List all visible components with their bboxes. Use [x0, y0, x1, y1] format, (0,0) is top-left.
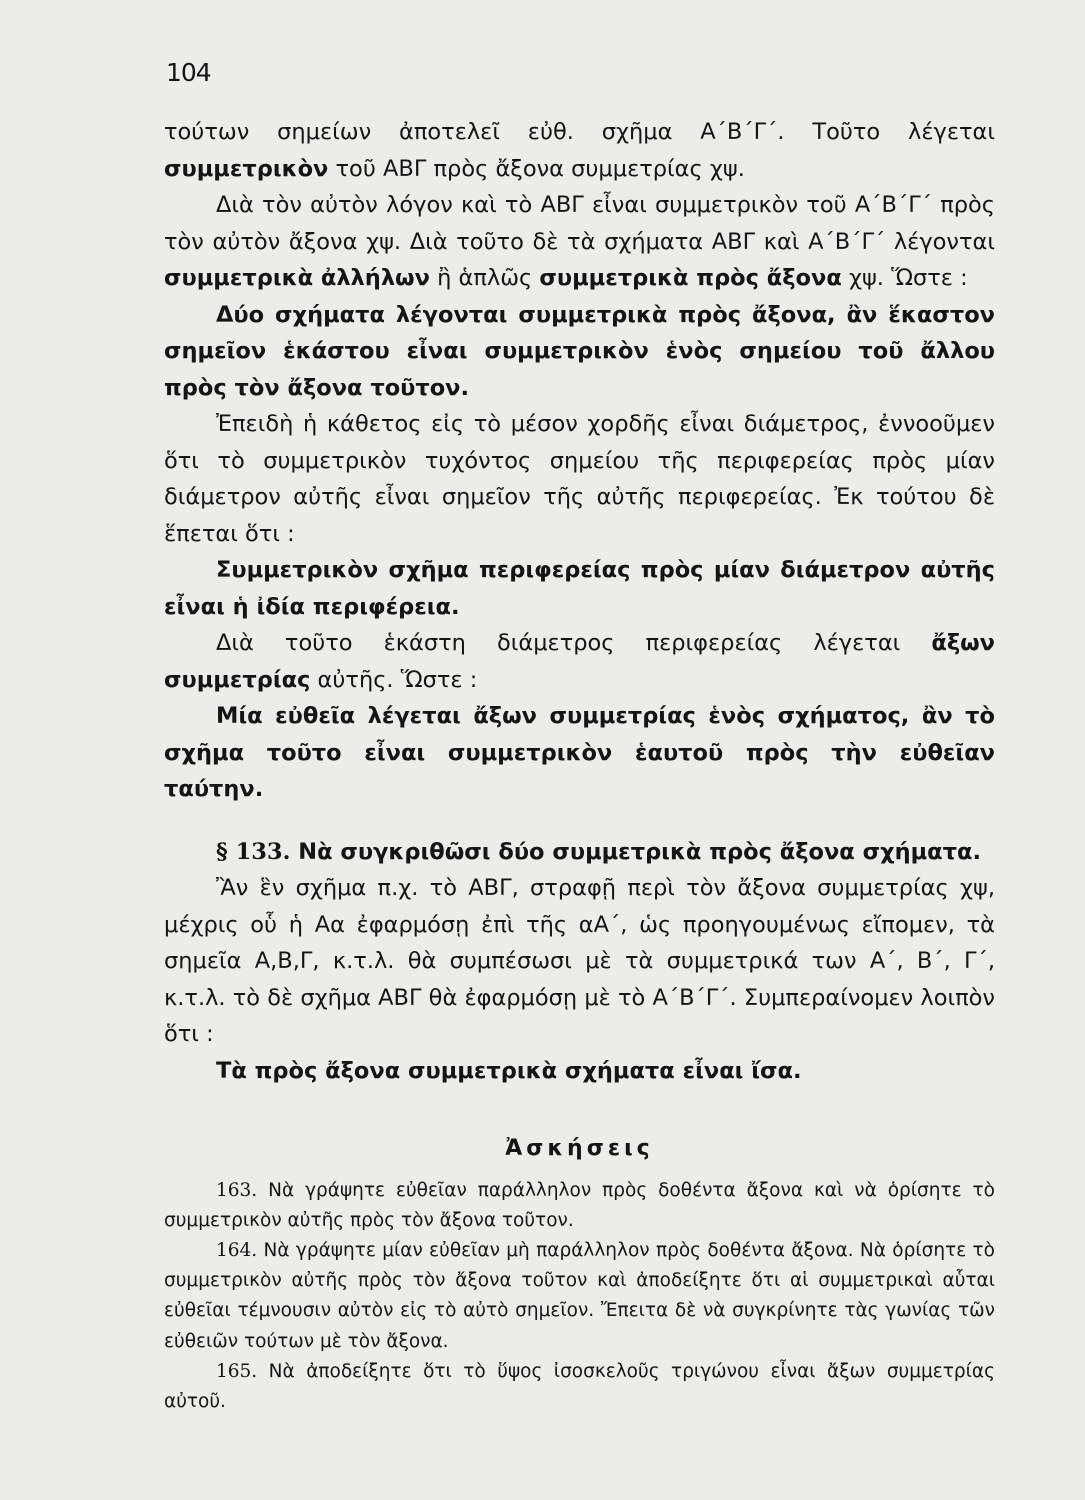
section-body: Ἂν ἓν σχῆμα π.χ. τὸ ΑΒΓ, στραφῇ περὶ τὸν ἄξονα συμμετρίας χψ, μέχρις οὗ ἡ Αα ἐφαρμόσῃ ἐπὶ τῆς αΑ΄, ὡς προηγουμένως εἴπομεν, τὰ σημεῖα Α,Β,Γ, κ.τ.λ. θὰ συμπέσωσι μὲ τὰ συμμετρικά των Α΄, Β΄, Γ΄, κ.τ.λ. τὸ δὲ σχῆμα ΑΒΓ θὰ ἐφαρμόσῃ μὲ τὸ Α΄Β΄Γ΄. Συμπεραίνομεν λοιπὸν ὅτι :	[164, 875, 995, 1047]
definition-2: Συμμετρικὸν σχῆμα περιφερείας πρὸς μίαν διάμετρον αὐτῆς εἶναι ἡ ἰδία περιφέρεια.	[164, 557, 995, 620]
page-number: 104	[166, 58, 211, 87]
exercise-text: Νὰ γράψητε μίαν εὐθεῖαν μὴ παράλληλον πρὸς δοθέντα ἄξονα. Νὰ ὁρίσητε τὸ συμμετρικὸν αὐτῆς πρὸς τὸν ἄξονα τοῦτον καὶ ἀποδείξητε ὅτι αἱ συμμετρικαὶ αὗται εὐθεῖαι τέμνουσιν αὐτὸν εἰς τὸ αὐτὸ σημεῖον. Ἔπειτα δὲ νὰ συγκρίνητε τὰς γωνίας τῶν εὐθειῶν τούτων μὲ τὸν ἄξονα.	[164, 1239, 995, 1352]
exercise-item	[164, 1357, 995, 1417]
bold-term: συμμετρικὰ ἀλλήλων	[164, 265, 430, 291]
page-content	[164, 114, 995, 1417]
text-run: Διὰ τὸν αὐτὸν λόγον καὶ τὸ ΑΒΓ εἶναι συμμετρικὸν τοῦ Α΄Β΄Γ΄ πρὸς τὸν αὐτὸν ἄξονα χψ. Διὰ τοῦτο δὲ τὰ σχήματα ΑΒΓ καὶ Α΄Β΄Γ΄ λέγονται	[164, 192, 995, 255]
bold-term: ἄξων συμμετρίας	[164, 630, 995, 693]
section-heading	[164, 834, 995, 871]
paragraph-4	[164, 625, 995, 698]
section-conclusion: Τὰ πρὸς ἄξονα συμμετρικὰ σχήματα εἶναι ἴσα.	[216, 1057, 802, 1084]
text-run: ἢ ἁπλῶς	[429, 265, 540, 291]
bold-term: συμμετρικὰ πρὸς ἄξονα	[539, 265, 842, 291]
bold-term: συμμετρικὸν	[164, 155, 329, 182]
paragraph-1	[164, 114, 995, 187]
definition-1: Δύο σχήματα λέγονται συμμετρικὰ πρὸς ἄξονα, ἂν ἕκαστον σημεῖον ἑκάστου εἶναι συμμετρικὸν ἑνὸς σημείου τοῦ ἄλλου πρὸς τὸν ἄξονα τοῦτον.	[164, 301, 995, 401]
text-run: τούτων σημείων ἀποτελεῖ εὐθ. σχῆμα Α΄Β΄Γ΄. Τοῦτο λέγεται	[164, 119, 995, 145]
text-run: τοῦ ΑΒΓ πρὸς ἄξονα συμμετρίας χψ.	[328, 155, 745, 182]
definition-3: Μία εὐθεῖα λέγεται ἄξων συμμετρίας ἑνὸς σχήματος, ἂν τὸ σχῆμα τοῦτο εἶναι συμμετρικὸν ἑαυτοῦ πρὸς τὴν εὐθεῖαν ταύτην.	[164, 703, 995, 802]
exercise-number: 163.	[216, 1179, 258, 1201]
section-number: § 133.	[216, 838, 291, 865]
exercise-text: Νὰ γράψητε εὐθεῖαν παράλληλον πρὸς δοθέντα ἄξονα καὶ νὰ ὁρίσητε τὸ συμμετρικὸν αὐτῆς πρὸς τὸν ἄξονα τοῦτον.	[164, 1179, 995, 1231]
text-run: Διὰ τοῦτο ἑκάστη διάμετρος περιφερείας λέγεται	[216, 630, 932, 656]
exercise-number: 164.	[216, 1239, 258, 1261]
exercise-item	[164, 1176, 995, 1236]
exercise-item	[164, 1236, 995, 1357]
section-title: Νὰ συγκριθῶσι δύο συμμετρικὰ πρὸς ἄξονα σχήματα.	[298, 838, 982, 865]
exercises-list	[164, 1176, 995, 1418]
exercises-title: Ἀσκήσεις	[505, 1136, 654, 1161]
paragraph-2	[164, 187, 995, 297]
paragraph-3: Ἐπειδὴ ἡ κάθετος εἰς τὸ μέσον χορδῆς εἶναι διάμετρος, ἐννοοῦμεν ὅτι τὸ συμμετρικὸν τυχόντος σημείου τῆς περιφερείας πρὸς μίαν διάμετρον αὐτῆς εἶναι σημεῖον τῆς αὐτῆς περιφερείας. Ἐκ τούτου δὲ ἕπεται ὅτι :	[164, 411, 995, 547]
text-run: αὐτῆς. Ὥστε :	[310, 666, 478, 693]
text-run: χψ. Ὥστε :	[841, 265, 968, 291]
exercise-text: Νὰ ἀποδείξητε ὅτι τὸ ὕψος ἰσοσκελοῦς τριγώνου εἶναι ἄξων συμμετρίας αὐτοῦ.	[164, 1360, 995, 1412]
exercise-number: 165.	[216, 1360, 258, 1382]
